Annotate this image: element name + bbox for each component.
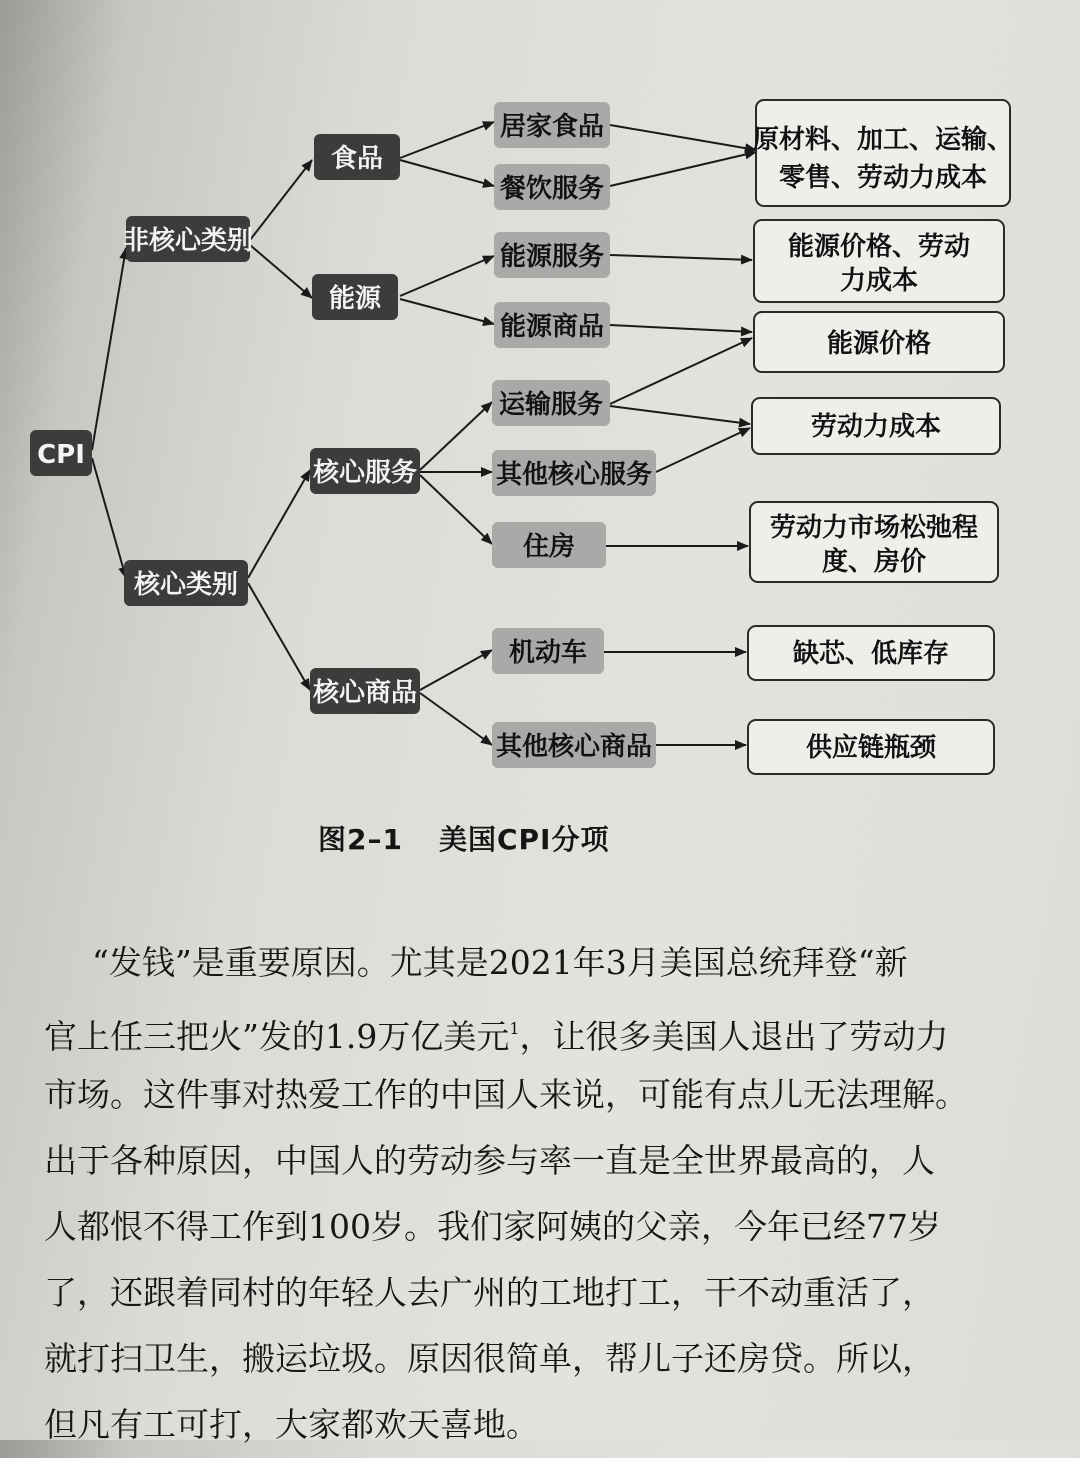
- node-energy-goods-label: 能源商品: [499, 312, 605, 342]
- node-food: [314, 134, 400, 180]
- node-energy-label: 能源: [328, 284, 382, 314]
- cause-labor-market-housing: [750, 502, 998, 582]
- node-other-core-services: [492, 450, 656, 496]
- cause-labor-cost-label: 劳动力成本: [810, 412, 942, 442]
- node-core-label: 核心类别: [133, 570, 239, 600]
- body-line-8: 但凡有工可打，大家都欢天喜地。: [44, 1405, 539, 1444]
- cause-materials-labor-line2: 零售、劳动力成本: [778, 163, 988, 193]
- cause-energy-price-label: 能源价格: [826, 329, 932, 359]
- node-core: [124, 560, 248, 606]
- edge-noncore-energy: [250, 245, 312, 298]
- cause-labor-market-housing-line2: 度、房价: [821, 547, 927, 577]
- edge-energygoods-price: [610, 325, 752, 332]
- diagram-edges: [92, 122, 756, 745]
- figure-caption: [318, 818, 609, 858]
- cause-energy-price: [754, 312, 1004, 372]
- footnote-mark: 1: [509, 1019, 520, 1038]
- node-energy: [312, 274, 398, 320]
- node-vehicles-label: 机动车: [508, 638, 588, 668]
- edge-services-housing: [420, 475, 492, 544]
- edge-services-transport: [420, 402, 492, 470]
- cause-materials-labor-line1: 原材料、加工、运输、: [752, 125, 1014, 155]
- edge-transport-labor: [610, 406, 750, 424]
- node-noncore-label: 非核心类别: [122, 226, 254, 256]
- cause-energy-labor-line2: 力成本: [839, 266, 919, 296]
- cause-chip-shortage: [748, 626, 994, 680]
- node-transport-services: [492, 380, 610, 426]
- body-line-3: 市场。这件事对热爱工作的中国人来说，可能有点儿无法理解。: [44, 1075, 968, 1114]
- node-housing-label: 住房: [522, 532, 576, 562]
- body-line-2b: ，让很多美国人退出了劳动力: [519, 1017, 949, 1056]
- figure-title: 美国CPI分项: [438, 823, 610, 856]
- edge-goods-other: [420, 693, 492, 745]
- node-cpi: [30, 430, 92, 476]
- cause-labor-cost: [752, 398, 1000, 454]
- node-cpi-label: CPI: [37, 440, 85, 470]
- body-line-6: 了，还跟着同村的年轻人去广州的工地打工，干不动重活了，: [44, 1273, 935, 1312]
- node-transport-services-label: 运输服务: [498, 390, 604, 420]
- edge-core-goods: [248, 583, 310, 690]
- cause-materials-labor: [753, 100, 1013, 206]
- figure-number: 图2–1: [318, 823, 403, 856]
- cause-chip-shortage-label: 缺芯、低库存: [792, 639, 950, 669]
- edge-noncore-food: [250, 160, 312, 240]
- body-line-5: 人都恨不得工作到100岁。我们家阿姨的父亲，今年已经77岁: [44, 1207, 941, 1246]
- edge-food-dining: [400, 160, 494, 186]
- edge-energy-services: [400, 256, 494, 296]
- edge-energysvc-cost: [610, 255, 752, 260]
- node-core-services-label: 核心服务: [312, 458, 418, 488]
- node-core-goods-label: 核心商品: [312, 678, 418, 708]
- body-line-7: 就打扫卫生，搬运垃圾。原因很简单，帮儿子还房贷。所以，: [44, 1339, 935, 1378]
- node-energy-services: [494, 232, 610, 278]
- node-vehicles: [492, 628, 604, 674]
- edge-othersvc-labor: [656, 428, 750, 472]
- body-text: [44, 930, 1004, 1458]
- node-energy-services-label: 能源服务: [499, 242, 605, 272]
- edge-goods-vehicles: [420, 650, 492, 690]
- node-core-services: [310, 448, 420, 494]
- edge-cpi-core: [92, 458, 126, 578]
- edge-energy-goods: [400, 299, 494, 324]
- node-dining: [494, 164, 610, 210]
- node-core-goods: [310, 668, 420, 714]
- node-home-food: [494, 102, 610, 148]
- node-other-core-goods: [492, 722, 656, 768]
- body-line-1: “发钱”是重要原因。尤其是2021年3月美国总统拜登“新: [92, 943, 908, 982]
- cause-supply-chain: [748, 720, 994, 774]
- edge-home-cost: [610, 125, 756, 150]
- node-dining-label: 餐饮服务: [499, 174, 605, 204]
- node-noncore: [123, 216, 253, 262]
- edge-transport-price: [610, 338, 752, 404]
- body-line-2a: 官上任三把火”发的1.9万亿美元: [44, 1017, 510, 1056]
- edge-dining-cost: [610, 152, 756, 186]
- cause-energy-labor-line1: 能源价格、劳动: [787, 232, 971, 262]
- body-line-2: [44, 996, 1004, 1062]
- body-line-4: 出于各种原因，中国人的劳动参与率一直是全世界最高的，人: [44, 1141, 935, 1180]
- node-energy-goods: [494, 302, 610, 348]
- cause-supply-chain-label: 供应链瓶颈: [805, 733, 937, 763]
- node-housing: [492, 522, 606, 568]
- cause-labor-market-housing-line1: 劳动力市场松弛程: [769, 513, 979, 543]
- cause-energy-labor: [754, 220, 1004, 302]
- edge-cpi-noncore: [92, 248, 126, 450]
- node-other-core-services-label: 其他核心服务: [495, 460, 653, 490]
- edge-food-home: [400, 122, 494, 158]
- node-food-label: 食品: [330, 144, 384, 174]
- node-home-food-label: 居家食品: [499, 112, 605, 142]
- edge-core-services: [248, 470, 310, 578]
- node-other-core-goods-label: 其他核心商品: [495, 732, 653, 762]
